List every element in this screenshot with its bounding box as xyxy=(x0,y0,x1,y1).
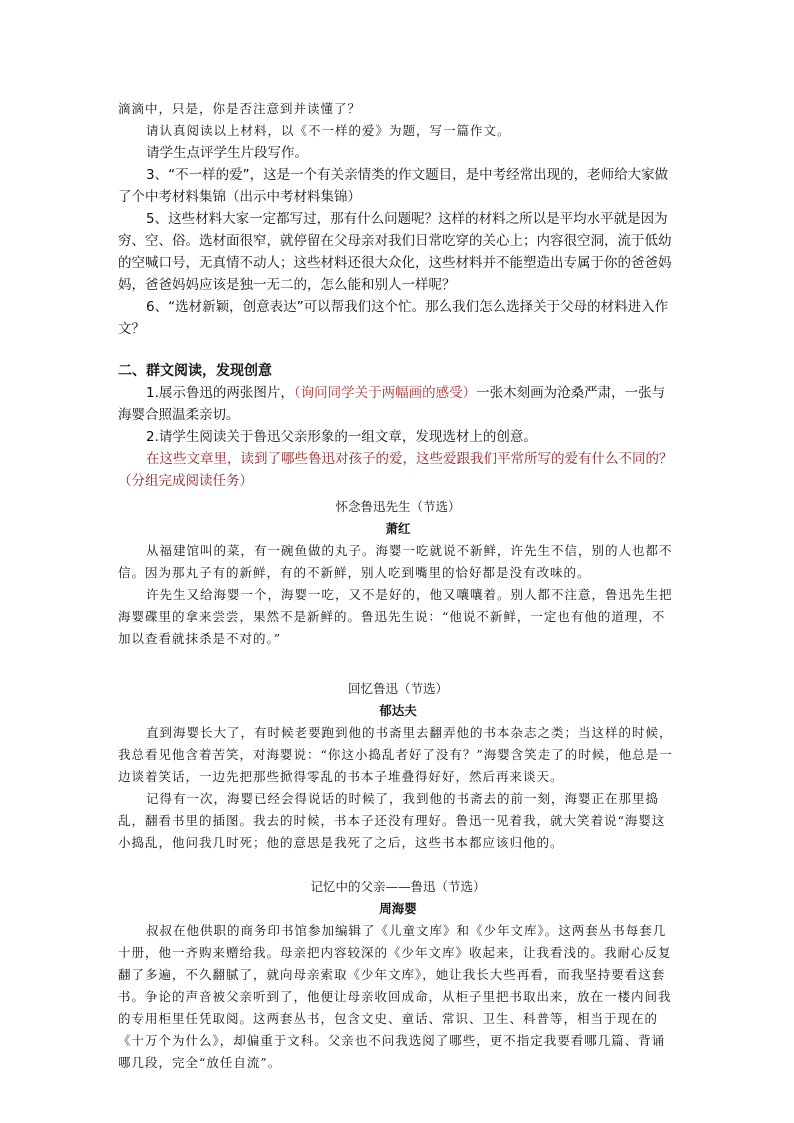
item-5-paragraph: 5、这些材料大家一定都写过，那有什么问题呢？这样的材料之所以是平均水平就是因为穷、空、俗。选材面很窄，就停留在父母亲对我们日常吃穿的关心上；内容很空洞，流于低幼的空喊口号，无真情不动人；这些材料还很大众化，这些材料并不能塑造出专属于你的爸爸妈妈，爸爸妈妈应该是独一无二的，怎么能和别人一样呢？ xyxy=(118,211,672,293)
article-2-author: 郁达夫 xyxy=(379,703,417,718)
article-1-author: 萧红 xyxy=(385,521,411,536)
article-3-title: 记忆中的父亲——鲁迅（节选） xyxy=(310,879,486,894)
item-1-prefix: 1.展示鲁迅的两张图片， xyxy=(146,385,294,401)
intro-line-2: 请认真阅读以上材料，以《不一样的爱》为题，写一篇作文。 xyxy=(146,123,511,138)
item-3-paragraph: 3、“不一样的爱”，这是一个有关亲情类的作文题目，是中考经常出现的，老师给大家做了个中考材料集锦（出示中考材料集锦） xyxy=(118,167,669,205)
item-1-suffix: 一张木刻画为沧桑严肃，一张与海婴合照温柔亲切。 xyxy=(118,385,666,423)
article-2-title: 回忆鲁迅（节选） xyxy=(347,681,448,696)
document-page xyxy=(118,98,678,1074)
article-1-paragraph-1: 从福建馆叫的菜，有一碗鱼做的丸子。海婴一吃就说不新鲜，许先生不信，别的人也都不信。因为那丸子有的新鲜，有的不新鲜，别人吃到嘴里的恰好都是没有改味的。 xyxy=(118,543,673,580)
article-3-author: 周海婴 xyxy=(379,901,417,916)
intro-line-1: 滴滴中，只是，你是否注意到并读懂了？ xyxy=(118,101,362,116)
section-2-item-1 xyxy=(118,382,678,426)
article-2-paragraph-1: 直到海婴长大了，有时候老要跑到他的书斋里去翻弄他的书本杂志之类；当这样的时候，我总看见他含着苦笑，对海婴说：“你这小捣乱者好了没有？”海婴含笑走了的时候，他总是一边谈着笑话，一边先把那些掀得零乱的书本子堆叠得好好，然后再来谈天。 xyxy=(118,725,673,784)
reading-task-question: 在这些文章里，读到了哪些鲁迅对孩子的爱，这些爱跟我们平常所写的爱有什么不同的？（分组完成阅读任务） xyxy=(118,451,673,489)
item-6-paragraph: 6、“选材新颖，创意表达”可以帮我们这个忙。那么我们怎么选择关于父母的材料进入作文？ xyxy=(118,299,669,337)
section-2-item-2: 2.请学生阅读关于鲁迅父亲形象的一组文章，发现选材上的创意。 xyxy=(146,429,537,445)
intro-line-3: 请学生点评学生片段写作。 xyxy=(146,145,308,161)
article-2-paragraph-2: 记得有一次，海婴已经会得说话的时候了，我到他的书斋去的前一刻，海婴正在那里捣乱，翻看书里的插图。我去的时候，书本子还没有理好。鲁迅一见着我，就大笑着说“海婴这小捣乱，他问我几时死；他的意思是我死了之后，这些书本都应该归他的。 xyxy=(118,791,666,850)
section-2-heading: 二、群文阅读，发现创意 xyxy=(118,363,272,379)
article-3-paragraph-1: 叔叔在他供职的商务印书馆参加编辑了《儿童文库》和《少年文库》。这两套丛书每套几十册，他一齐购来赠给我。母亲把内容较深的《少年文库》收起来，让我看浅的。我耐心反复翻了多遍，不久翻腻了，就向母亲索取《少年文库》，她让我长大些再看，而我坚持要看这套书。争论的声音被父亲听到了，他便让母亲收回成命，从柜子里把书取出来，放在一楼内间我的专用柜里任凭取阅。这两套丛书，包含文史、童话、常识、卫生、科普等，相当于现在的《十万个为什么》，却偏重于文科。父亲也不问我选阅了哪些，更不指定我要看哪几篇、背诵哪几段，完全“放任自流”。 xyxy=(118,923,672,1070)
article-1-title: 怀念鲁迅先生（节选） xyxy=(335,499,461,514)
item-1-red-note: （询问同学关于两幅画的感受） xyxy=(293,385,477,401)
article-1-paragraph-2: 许先生又给海婴一个，海婴一吃，又不是好的，他又嚷嚷着。别人都不注意，鲁迅先生把海婴碟里的拿来尝尝，果然不是新鲜的。鲁迅先生说：“他说不新鲜，一定也有他的道理，不加以查看就抹杀是不对的。” xyxy=(118,587,673,646)
